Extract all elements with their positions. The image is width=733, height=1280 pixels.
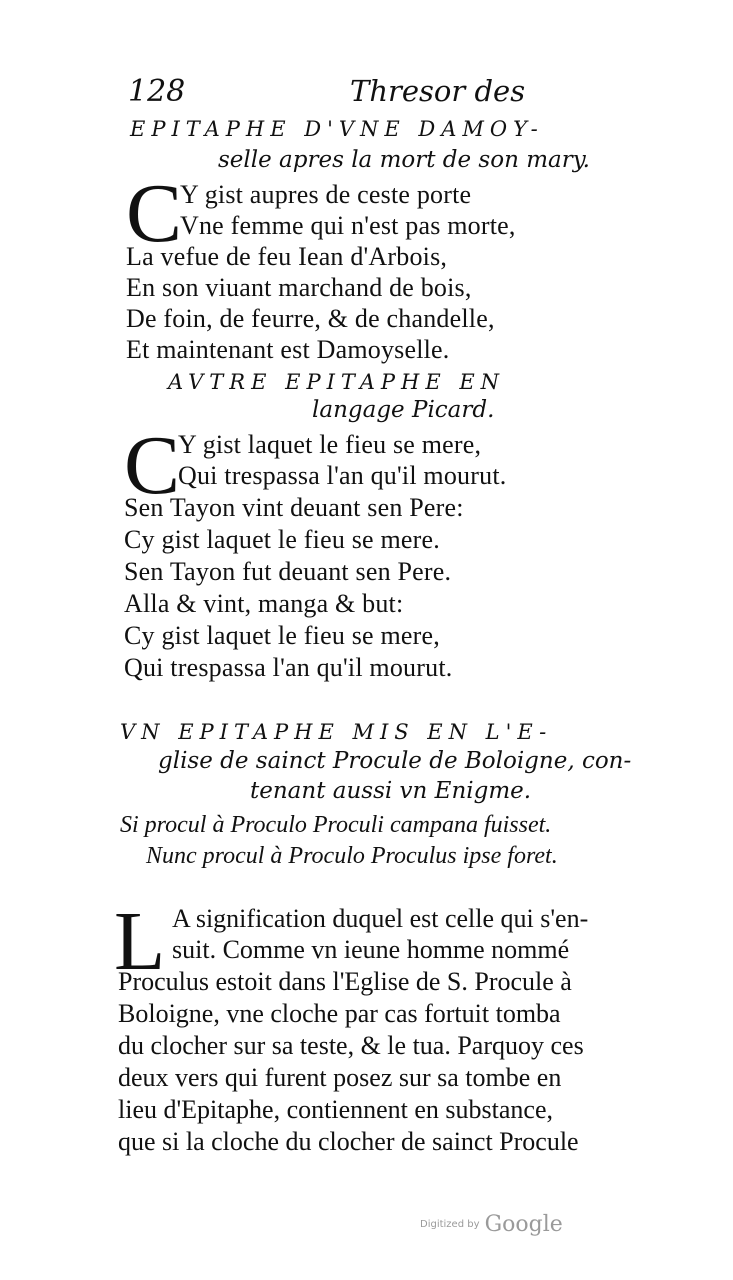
latin-verse: Nunc procul à Proculo Proculus ipse foret.	[146, 843, 558, 869]
verse-line: La vefue de feu Iean d'Arbois,	[126, 242, 448, 271]
verse-line: Alla & vint, manga & but:	[124, 589, 404, 618]
section-2-dropcap: C	[124, 419, 181, 512]
section-1-dropcap: C	[126, 167, 183, 260]
verse-line: Y gist laquet le fieu se mere,	[178, 430, 482, 459]
google-logo: Google	[484, 1212, 563, 1237]
prose-line: Proculus estoit dans l'Eglise de S. Procule à	[118, 967, 572, 996]
prose-line: A signification duquel est celle qui s'en-	[172, 904, 589, 933]
prose-line: suit. Comme vn ieune homme nommé	[172, 935, 570, 964]
verse-line: Sen Tayon fut deuant sen Pere.	[124, 557, 452, 586]
section-2-subtitle: langage Picard.	[312, 397, 495, 423]
prose-line: que si la cloche du clocher de sainct Procule	[118, 1127, 579, 1156]
section-2-title: AVTRE EPITAPHE EN	[168, 370, 506, 394]
verse-line: Cy gist laquet le fieu se mere,	[124, 621, 440, 650]
section-3-title: VN EPITAPHE MIS EN L'E-	[120, 720, 553, 744]
latin-verse: Si procul à Proculo Proculi campana fuisset.	[120, 812, 552, 838]
section-1-subtitle: selle apres la mort de son mary.	[218, 147, 590, 173]
section-1-title: EPITAPHE D'VNE DAMOY-	[130, 117, 544, 141]
prose-line: du clocher sur sa teste, & le tua. Parquoy ces	[118, 1031, 584, 1060]
verse-line: Cy gist laquet le fieu se mere.	[124, 525, 440, 554]
verse-line: Qui trespassa l'an qu'il mourut.	[124, 653, 453, 682]
verse-line: En son viuant marchand de bois,	[126, 273, 472, 302]
verse-line: Y gist aupres de ceste porte	[180, 180, 472, 209]
verse-line: Sen Tayon vint deuant sen Pere:	[124, 493, 464, 522]
running-head: Thresor des	[350, 74, 526, 108]
digitized-label: Digitized by	[420, 1219, 480, 1230]
page-number: 128	[128, 74, 186, 109]
prose-line: lieu d'Epitaphe, contiennent en substance,	[118, 1095, 553, 1124]
section-3-subtitle: tenant aussi vn Enigme.	[250, 778, 532, 804]
page-header	[128, 74, 648, 114]
verse-line: Vne femme qui n'est pas morte,	[180, 211, 516, 240]
prose-line: deux vers qui furent posez sur sa tombe en	[118, 1063, 562, 1092]
verse-line: Qui trespassa l'an qu'il mourut.	[178, 461, 507, 490]
prose-line: Boloigne, vne cloche par cas fortuit tomba	[118, 999, 561, 1028]
section-3-subtitle: glise de sainct Procule de Boloigne, con-	[158, 748, 632, 774]
digitized-watermark	[420, 1212, 563, 1237]
verse-line: Et maintenant est Damoyselle.	[126, 335, 450, 364]
prose-dropcap: L	[114, 895, 166, 988]
verse-line: De foin, de feurre, & de chandelle,	[126, 304, 495, 333]
